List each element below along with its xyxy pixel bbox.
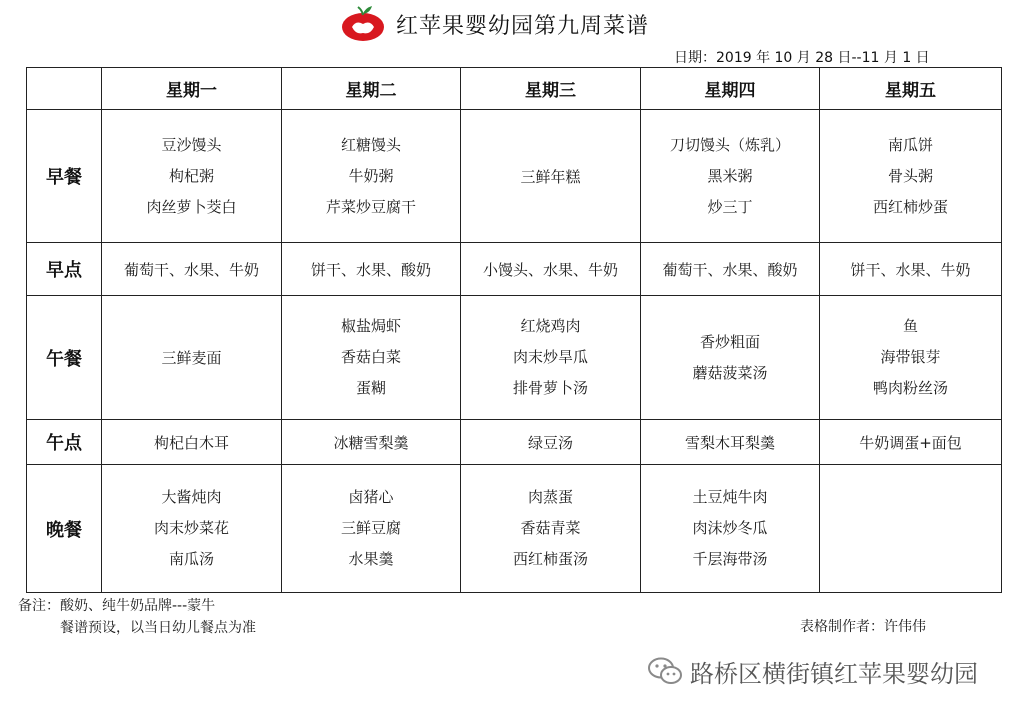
meal-label: 早餐 (27, 110, 102, 243)
meal-row (27, 465, 1002, 593)
meal-label: 午点 (27, 420, 102, 465)
menu-item: 葡萄干、水果、牛奶 (123, 260, 259, 279)
meal-label: 午餐 (27, 296, 102, 420)
apple-logo-icon (340, 4, 386, 42)
corner-cell (27, 68, 102, 110)
menu-cell (641, 420, 820, 465)
menu-item: 西红柿炒蛋 (872, 197, 948, 216)
menu-item: 三鲜麦面 (161, 349, 222, 367)
meal-row (27, 296, 1002, 420)
menu-item: 雪梨木耳梨羹 (684, 433, 775, 452)
menu-item: 枸杞粥 (168, 166, 214, 185)
menu-item: 海带银芽 (880, 348, 941, 366)
menu-item: 水果羹 (348, 550, 394, 568)
menu-cell (102, 110, 282, 243)
wechat-account-name: 路桥区横街镇红苹果婴幼园 (690, 659, 978, 688)
menu-cell (102, 420, 282, 465)
meal-label: 晚餐 (27, 465, 102, 593)
menu-cell (461, 243, 641, 296)
menu-item: 冰糖雪梨羹 (333, 433, 409, 452)
menu-item: 刀切馒头（炼乳） (669, 135, 790, 154)
notes (18, 595, 256, 639)
note-line: 备注：酸奶、纯牛奶品牌---蒙牛 (18, 598, 216, 614)
note-line: 餐谱预设，以当日幼儿餐点为准 (60, 620, 256, 636)
menu-cell (820, 465, 1002, 593)
menu-item: 香菇青菜 (520, 519, 581, 537)
menu-item: 肉末炒菜花 (153, 519, 229, 537)
menu-item: 红糖馒头 (340, 135, 401, 154)
menu-item: 香菇白菜 (340, 348, 401, 366)
wechat-watermark (648, 655, 978, 687)
menu-item: 骨头粥 (887, 166, 933, 185)
weekly-menu-table (26, 67, 1002, 593)
menu-item: 炒三丁 (707, 197, 753, 216)
day-header: 星期三 (461, 68, 641, 110)
menu-item: 土豆炖牛肉 (692, 488, 768, 506)
menu-item: 黑米粥 (707, 166, 753, 185)
menu-item: 排骨萝卜汤 (512, 379, 588, 397)
day-header: 星期二 (282, 68, 461, 110)
day-header: 星期五 (820, 68, 1002, 110)
menu-item: 蛋糊 (355, 379, 386, 397)
document-header (0, 0, 1024, 66)
header-row (27, 68, 1002, 110)
menu-item: 香炒粗面 (699, 332, 760, 351)
menu-cell (820, 243, 1002, 296)
menu-cell (820, 296, 1002, 420)
table-author: 表格制作者：许伟伟 (800, 619, 926, 635)
menu-item: 肉丝萝卜茭白 (146, 197, 237, 216)
menu-item: 饼干、水果、牛奶 (850, 260, 971, 279)
menu-cell (282, 296, 461, 420)
menu-cell (282, 420, 461, 465)
menu-cell (461, 110, 641, 243)
menu-item: 饼干、水果、酸奶 (310, 260, 431, 279)
menu-cell (461, 465, 641, 593)
menu-cell (461, 296, 641, 420)
menu-cell (102, 465, 282, 593)
menu-cell (820, 420, 1002, 465)
menu-item: 牛奶粥 (348, 166, 394, 185)
menu-cell (102, 296, 282, 420)
menu-item: 小馒头、水果、牛奶 (482, 260, 618, 279)
menu-cell (282, 465, 461, 593)
menu-item: 肉蒸蛋 (527, 488, 573, 506)
menu-item: 大酱炖肉 (161, 488, 222, 506)
menu-item: 三鲜年糕 (520, 167, 581, 186)
meal-label: 早点 (27, 243, 102, 296)
menu-item: 肉沫炒冬瓜 (692, 519, 768, 537)
menu-item: 千层海带汤 (692, 550, 768, 568)
wechat-icon (648, 657, 682, 685)
menu-cell (282, 243, 461, 296)
menu-cell (641, 296, 820, 420)
date-range: 日期：2019 年 10 月 28 日--11 月 1 日 (674, 50, 930, 66)
menu-item: 芹菜炒豆腐干 (325, 197, 416, 216)
menu-item: 南瓜汤 (168, 550, 214, 568)
meal-row (27, 110, 1002, 243)
menu-item: 椒盐焗虾 (340, 317, 401, 335)
day-header: 星期一 (102, 68, 282, 110)
meal-row (27, 420, 1002, 465)
menu-item: 蘑菇菠菜汤 (692, 363, 768, 382)
menu-item: 豆沙馒头 (161, 135, 222, 154)
menu-item: 卤猪心 (348, 488, 394, 506)
menu-item: 三鲜豆腐 (340, 519, 401, 537)
menu-item: 绿豆汤 (527, 433, 573, 452)
menu-item: 鸭肉粉丝汤 (872, 379, 948, 397)
page-title: 红苹果婴幼园第九周菜谱 (396, 14, 650, 39)
meal-row (27, 243, 1002, 296)
menu-item: 鱼 (902, 317, 918, 335)
menu-item: 肉末炒旱瓜 (512, 348, 588, 366)
menu-cell (282, 110, 461, 243)
menu-cell (641, 243, 820, 296)
menu-item: 葡萄干、水果、酸奶 (662, 260, 798, 279)
menu-cell (641, 110, 820, 243)
menu-item: 红烧鸡肉 (520, 317, 581, 335)
menu-cell (461, 420, 641, 465)
menu-item: 西红柿蛋汤 (512, 550, 588, 568)
menu-cell (102, 243, 282, 296)
menu-cell (820, 110, 1002, 243)
menu-cell (641, 465, 820, 593)
menu-item: 枸杞白木耳 (153, 433, 229, 452)
day-header: 星期四 (641, 68, 820, 110)
menu-item: 牛奶调蛋+面包 (859, 433, 962, 452)
menu-item: 南瓜饼 (887, 135, 933, 154)
